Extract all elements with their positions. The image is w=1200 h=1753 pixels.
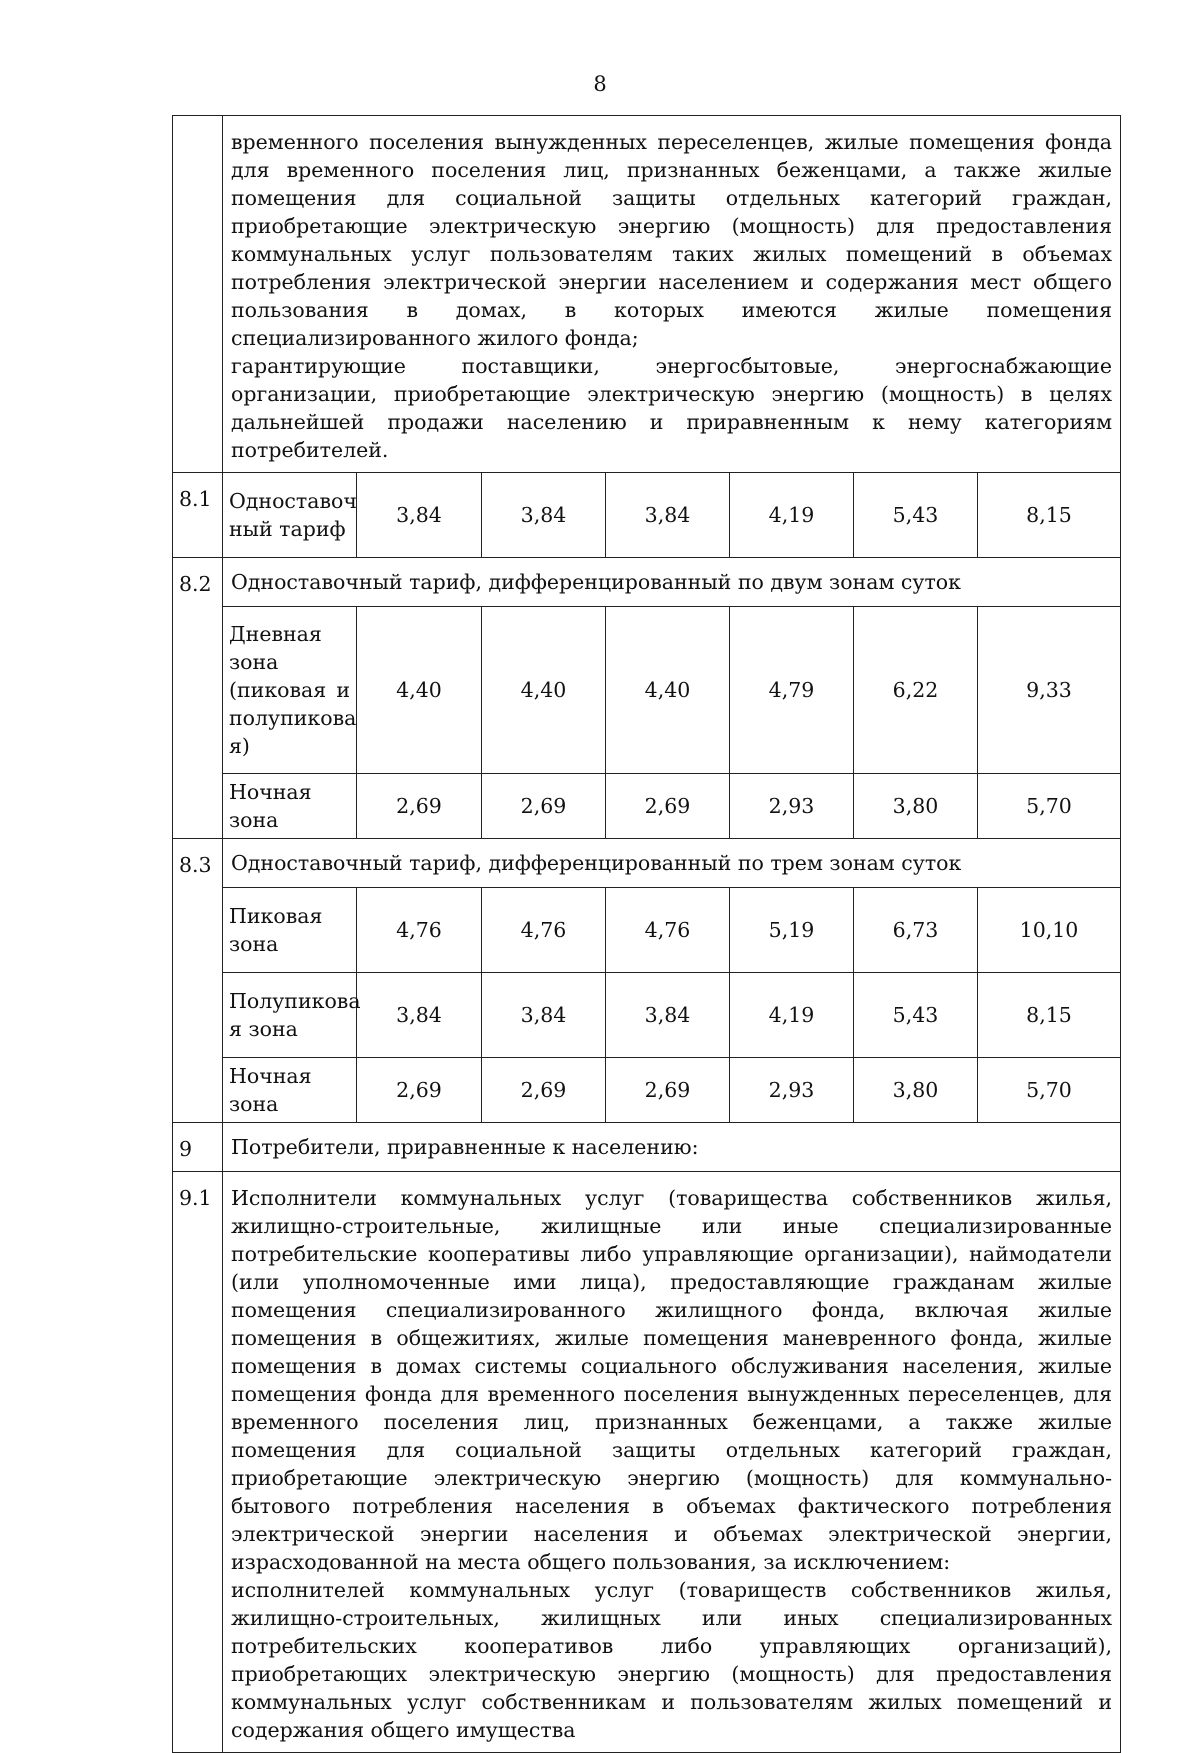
value-cell: 2,93 — [730, 1058, 854, 1123]
section-title: Одноставочный тариф, дифференцированный по двум зонам суток — [223, 558, 1121, 607]
value-cell: 2,93 — [730, 774, 854, 839]
value-cell: 3,80 — [854, 1058, 978, 1123]
value-cell: 2,69 — [357, 774, 482, 839]
row-8-1 — [173, 473, 1121, 558]
tariff-table — [172, 115, 1121, 1753]
row-9-1-text — [223, 1172, 1121, 1753]
value-cell: 4,19 — [730, 973, 854, 1058]
value-cell: 2,69 — [606, 1058, 730, 1123]
value-cell: 2,69 — [482, 774, 606, 839]
row-label: Дневная зона (пиковая и полупикова я) — [223, 607, 357, 774]
value-cell: 3,84 — [357, 473, 482, 558]
row-label: Полупикова я зона — [223, 973, 357, 1058]
row-number: 9 — [173, 1123, 223, 1172]
value-cell: 3,84 — [606, 973, 730, 1058]
row-8-3-peak — [173, 888, 1121, 973]
value-cell: 10,10 — [978, 888, 1121, 973]
value-cell: 3,84 — [482, 973, 606, 1058]
value-cell: 5,70 — [978, 774, 1121, 839]
row-8-3-semipeak — [173, 973, 1121, 1058]
value-cell: 3,84 — [357, 973, 482, 1058]
row-9 — [173, 1123, 1121, 1172]
value-cell: 4,40 — [606, 607, 730, 774]
value-cell: 2,69 — [482, 1058, 606, 1123]
value-cell: 2,69 — [357, 1058, 482, 1123]
row-label: Пиковая зона — [223, 888, 357, 973]
page-number: 8 — [593, 72, 607, 96]
value-cell: 5,43 — [854, 473, 978, 558]
row-8-2-night — [173, 774, 1121, 839]
value-cell: 5,70 — [978, 1058, 1121, 1123]
value-cell: 4,19 — [730, 473, 854, 558]
intro-row — [173, 116, 1121, 473]
paragraph-9-1-1: Исполнители коммунальных услуг (товарищества собственников жилья, жилищно-строительные, жилищные или иные специализированные потребительские кооперативы либо управляющие организации), наймодатели (или уполномоченные ими лица), предоставляющие гражданам жилые помещения специализированного жилищного фонда, включая жилые помещения в общежитиях, жилые помещения маневренного фонда, жилые помещения в домах системы социального обслуживания населения, жилые помещения фонда для временного поселения вынужденных переселенцев, для временного поселения лиц, признанных беженцами, а также жилые помещения для социальной защиты отдельных категорий граждан, приобретающие электрическую энергию (мощность) для коммунально-бытового потребления населения в объемах фактического потребления электрической энергии населения и объемах электрической энергии, израсходованной на места общего пользования, за исключением: — [231, 1186, 1113, 1574]
value-cell: 3,84 — [482, 473, 606, 558]
value-cell: 5,19 — [730, 888, 854, 973]
value-cell: 4,40 — [482, 607, 606, 774]
value-cell: 2,69 — [606, 774, 730, 839]
value-cell: 5,43 — [854, 973, 978, 1058]
value-cell: 4,79 — [730, 607, 854, 774]
row-8-3-night — [173, 1058, 1121, 1123]
row-label: Одноставоч ный тариф — [223, 473, 357, 558]
value-cell: 4,76 — [357, 888, 482, 973]
row-8-3-header — [173, 839, 1121, 888]
intro-text-cell — [223, 116, 1121, 473]
value-cell: 6,73 — [854, 888, 978, 973]
value-cell: 9,33 — [978, 607, 1121, 774]
row-number: 9.1 — [173, 1172, 223, 1753]
value-cell: 8,15 — [978, 973, 1121, 1058]
value-cell: 4,76 — [606, 888, 730, 973]
row-9-1 — [173, 1172, 1121, 1753]
row-number-cell — [173, 116, 223, 473]
row-number: 8.3 — [173, 839, 223, 1123]
row-label: Ночная зона — [223, 774, 357, 839]
value-cell: 8,15 — [978, 473, 1121, 558]
value-cell: 4,40 — [357, 607, 482, 774]
paragraph-9-1-2: исполнителей коммунальных услуг (товариществ собственников жилья, жилищно-строительных, жилищных или иных специализированных потребительских кооперативов либо управляющих организаций), приобретающих электрическую энергию (мощность) для предоставления коммунальных услуг собственникам и пользователям жилых помещений и содержания общего имущества — [231, 1578, 1113, 1742]
row-number: 8.2 — [173, 558, 223, 839]
intro-paragraph-2: гарантирующие поставщики, энергосбытовые, энергоснабжающие организации, приобретающие электрическую энергию (мощность) в целях дальнейшей продажи населению и приравненным к нему категориям потребителей. — [231, 354, 1113, 462]
value-cell: 6,22 — [854, 607, 978, 774]
row-8-2-day — [173, 607, 1121, 774]
intro-paragraph-1: временного поселения вынужденных переселенцев, жилые помещения фонда для временного поселения лиц, признанных беженцами, а также жилые помещения для социальной защиты отдельных категорий граждан, приобретающие электрическую энергию (мощность) для предоставления коммунальных услуг пользователям таких жилых помещений в объемах потребления электрической энергии населением и содержания мест общего пользования в домах, в которых имеются жилые помещения специализированного жилого фонда; — [231, 130, 1113, 350]
value-cell: 4,76 — [482, 888, 606, 973]
value-cell: 3,84 — [606, 473, 730, 558]
section-title: Потребители, приравненные к населению: — [223, 1123, 1121, 1172]
row-label: Ночная зона — [223, 1058, 357, 1123]
row-8-2-header — [173, 558, 1121, 607]
section-title: Одноставочный тариф, дифференцированный по трем зонам суток — [223, 839, 1121, 888]
value-cell: 3,80 — [854, 774, 978, 839]
row-number: 8.1 — [173, 473, 223, 558]
